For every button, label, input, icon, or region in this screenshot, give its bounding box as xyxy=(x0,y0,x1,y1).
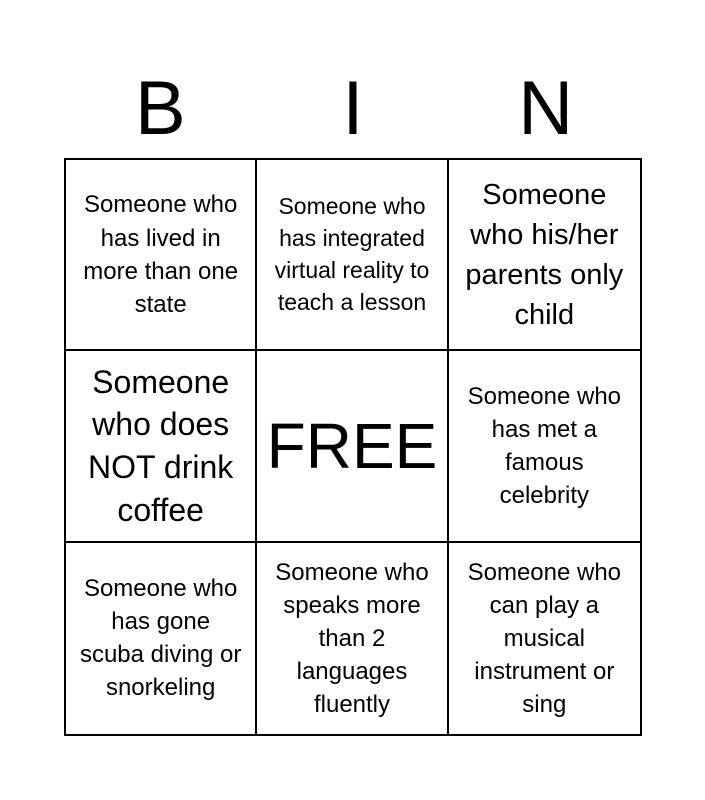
bingo-cell[interactable] xyxy=(66,160,257,351)
bingo-board xyxy=(64,158,642,736)
bingo-cell[interactable] xyxy=(66,543,257,734)
bingo-cell[interactable] xyxy=(449,160,640,351)
header-letter-b: B xyxy=(134,66,186,151)
bingo-cell[interactable] xyxy=(449,543,640,734)
bingo-cell-text: Someone who does NOT drink coffee xyxy=(88,363,234,528)
bingo-cell-text: Someone who has lived in more than one state xyxy=(83,191,239,318)
free-space-text: FREE xyxy=(266,409,438,482)
bingo-cell[interactable] xyxy=(66,351,257,542)
bingo-cell-text: Someone who can play a musical instrument or sing xyxy=(467,558,622,718)
bingo-cell-text: Someone who his/her parents only child xyxy=(465,178,624,331)
bingo-cell-text: Someone who has integrated virtual reality to teach a lesson xyxy=(274,192,430,315)
bingo-cell[interactable] xyxy=(449,351,640,542)
bingo-cell[interactable] xyxy=(257,543,448,734)
free-space-cell[interactable] xyxy=(257,351,448,542)
bingo-cell[interactable] xyxy=(257,160,448,351)
bingo-header xyxy=(64,60,642,158)
bingo-cell-text: Someone who has gone scuba diving or snorkeling xyxy=(79,575,242,702)
header-letter-n: N xyxy=(518,66,574,151)
bingo-cell-text: Someone who has met a famous celebrity xyxy=(467,382,622,510)
header-letter-i: I xyxy=(342,66,364,151)
bingo-cell-text: Someone who speaks more than 2 languages fluently xyxy=(275,558,429,718)
